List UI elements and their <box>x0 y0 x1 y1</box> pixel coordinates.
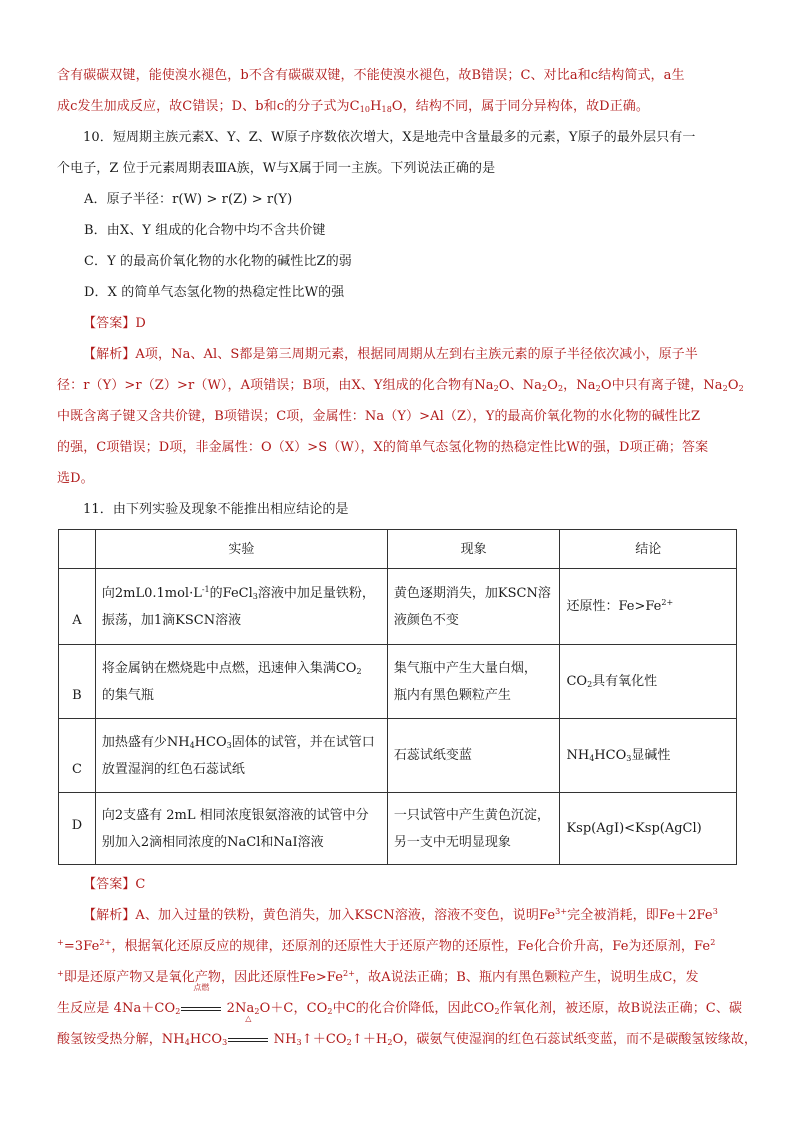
table-row <box>59 569 737 645</box>
conclusion-cell: 还原性：$Fe>Fe^{2+}$ <box>560 569 737 645</box>
phenomenon-cell: 一只试管中产生黄色沉淀， 另一支中无明显现象 <box>387 793 560 865</box>
header-cell: 结论 <box>560 530 737 569</box>
analysis-line: 径：r（Y）>r（Z）>r（W），A项错误；B项，由X、Y组成的化合物有$Na_2O$、$Na_2O_2$，$Na_2O$中只有离子键，$Na_2O_2$ <box>57 378 744 393</box>
table-row <box>59 793 737 865</box>
question-10-stem: 10．短周期主族元素X、Y、Z、W原子序数依次增大，X是地壳中含量最多的元素，Y原子的最外层只有一 <box>83 130 696 145</box>
analysis-line: 生反应是 $4Na+CO_2$ 点燃 $2Na_2O+C$，$CO_2$中C的化合价降低，因此$CO_2$作氧化剂，被还原，故B说法正确；C、碳 <box>57 993 737 1024</box>
reaction-condition-sign: 点燃 <box>180 993 222 1024</box>
analysis-line: 【解析】A项，Na、Al、S都是第三周期元素，根据同周期从左到右主族元素的原子半径依次减小，原子半 <box>83 347 698 362</box>
conclusion-cell: $CO_2$具有氧化性 <box>560 645 737 719</box>
experiment-table <box>58 529 737 865</box>
phenomenon-cell: 黄色逐期消失，加KSCN溶 液颜色不变 <box>387 569 560 645</box>
conclusion-cell: Ksp(AgI)<Ksp(AgCl) <box>560 793 737 865</box>
option-d: D．X 的简单气态氢化物的热稳定性比W的强 <box>84 285 345 300</box>
analysis-line: $^+=3Fe^{2+}$，根据氧化还原反应的规律，还原剂的还原性大于还原产物的还原性，Fe化合价升高，Fe为还原剂，Fe$^2$ <box>57 938 716 954</box>
analysis-line: 的强，C项错误；D项，非金属性：O（X）>S（W），X的简单气态氢化物的热稳定性比W的强，D项正确；答案 <box>57 440 709 455</box>
phenomenon-cell: 集气瓶中产生大量白烟， 瓶内有黑色颗粒产生 <box>387 645 560 719</box>
question-10-stem: 个电子，Z 位于元素周期表ⅢA族，W与X属于同一主族。下列说法正确的是 <box>57 161 496 176</box>
experiment-cell: 向2支盛有 2mL 相同浓度银氨溶液的试管中分 别加入2滴相同浓度的NaCl和NaI溶液 <box>95 793 387 865</box>
answer: 【答案】C <box>83 877 146 892</box>
experiment-cell: 加热盛有少$NH_4HCO_3$固体的试管，并在试管口 放置湿润的红色石蕊试纸 <box>95 719 387 793</box>
analysis-line: 中既含离子键又含共价键，B项错误；C项，金属性：Na（Y）>Al（Z），Y的最高价氧化物的水化物的碱性比Z <box>57 409 701 424</box>
question-11-stem: 11．由下列实验及现象不能推出相应结论的是 <box>83 502 349 517</box>
conclusion-cell: $NH_4HCO_3$显碱性 <box>560 719 737 793</box>
analysis-line: 选D。 <box>57 471 94 486</box>
analysis-line: +即是还原产物又是氧化产物，因此还原性$Fe>Fe^{2+}$，故A说法正确；B、瓶内有黑色颗粒产生，说明生成C，发 <box>57 969 699 985</box>
row-label: C <box>59 719 96 793</box>
experiment-cell: 将金属钠在燃烧匙中点燃，迅速伸入集满$CO_2$ 的集气瓶 <box>95 645 387 719</box>
option-c: C．Y 的最高价氧化物的水化物的碱性比Z的弱 <box>84 254 352 269</box>
explanation-line: 成c发生加成反应，故C错误；D、b和c的分子式为$C_{10}H_{18}O$，结构不同，属于同分异构体，故D正确。 <box>57 99 650 114</box>
explanation-line: 含有碳碳双键，能使溴水褪色，b不含有碳碳双键，不能使溴水褪色，故B错误；C、对比a和c结构简式，a生 <box>57 68 685 83</box>
row-label: B <box>59 645 96 719</box>
analysis-line: 【解析】A、加入过量的铁粉，黄色消失，加入KSCN溶液，溶液不变色，说明$Fe^{3+}$完全被消耗，即$Fe+2Fe^3$ <box>83 907 718 923</box>
table-row <box>59 645 737 719</box>
answer: 【答案】D <box>83 316 146 331</box>
reaction-condition-sign: △ <box>227 1024 269 1055</box>
header-cell: 现象 <box>387 530 560 569</box>
header-cell: 实验 <box>95 530 387 569</box>
analysis-line: 酸氢铵受热分解，$NH_4HCO_3$ △ $NH_3↑+CO_2↑+H_2O$，碳氨气使湿润的红色石蕊试纸变蓝，而不是碳酸氢铵缘故， <box>57 1024 737 1055</box>
phenomenon-cell: 石蕊试纸变蓝 <box>387 719 560 793</box>
row-label: D <box>59 793 96 865</box>
option-b: B．由X、Y 组成的化合物中均不含共价键 <box>84 223 326 238</box>
document-page <box>57 60 758 1055</box>
row-label: A <box>59 569 96 645</box>
header-cell <box>59 530 96 569</box>
table-header-row <box>59 530 737 569</box>
option-a: A．原子半径：r(W) > r(Z) > r(Y) <box>84 192 293 207</box>
experiment-cell: 向$2mL0.1mol\cdot L^{-1}$的FeCl$_3$溶液中加足量铁粉， 振荡，加1滴KSCN溶液 <box>95 569 387 645</box>
table-row <box>59 719 737 793</box>
